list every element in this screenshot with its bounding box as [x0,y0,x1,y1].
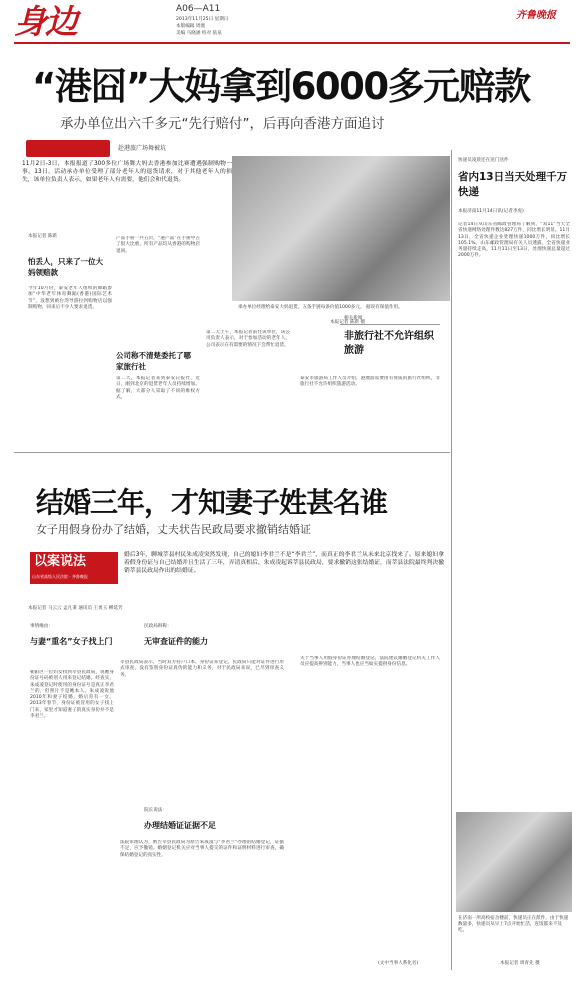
side-photo [456,812,572,912]
header-rule [14,42,570,44]
story1-sub1: 怕丢人，只来了一位大妈领赔款 [28,257,103,277]
col1-kicker: 事情缘由： [30,624,53,629]
col1-body: 朝阳区一位妇女找到莘县民政局，说她身份证号码被别人用来登记结婚。经查实，朱成凌登记时使用的身份证号是真正李君兰的，但照片不是她本人。朱成凌说他2010年和妻子结婚，婚后育有一女，2013年春节，身份证被冒用的女子找上门来，家里才知道妻子的真实身份并不是李君兰。 [30,670,114,720]
page-range: A06—A11 [176,4,221,14]
col3-body: 关于当事人用假身份证办理结婚登记，法院建议婚姻登记机关工作人员应提高辨别能力，当事人也应当如实提供身份信息。 [300,656,440,668]
related-body: 泰安市旅游局工作人员介绍，港澳游需要由有资质的旅行社组织，非旅行社不允许组织旅游活动。 [300,376,440,388]
side-kicker: 快递员凌晨还在送门送件 [458,158,509,163]
related-label: 相关新闻 [344,316,363,321]
col2b-body: 法院审理认为，被告莘县民政局为原告朱成凌与“李君兰”办理的结婚登记，证据不足，应予撤销。婚姻登记机关应对当事人提交的证件和证明材料进行审查，确保结婚登记的真实性。 [120,840,284,858]
law-badge-title: 以案说法 [34,554,87,569]
date-line: 2013年11月25日 星期日 [176,17,229,22]
story1-body4: 第二天上午，本报记者前往该单位，该公司负责人表示，对于参加活动的老年人，公司表示在有需要的情况下会帮忙退货。 [206,330,290,348]
col1-title: 与妻“重名”女子找上门 [30,637,113,646]
story1-body1: 今年10月份，泰安老年人组织的舞蹈参加“中华老年体育舞蹈(香港)国际艺术节”，没想到被台湾导游拉到购物店以强制购物，回来后不少人要求退货。 [28,286,112,310]
law-badge-sub: 山东省高级人民法院 · 齐鲁晚报 [32,574,88,579]
story1-body3: 产品手册一共五页，“港产品”在手册中占了很大比重，所有产品均从香港的购物店退回。 [116,236,200,254]
col2b-title: 办理结婚证证据不足 [144,821,216,830]
story1-photo [232,156,450,301]
col2-body: 莘县民政局表示，当时双方持户口本、身份证来登记，民政局只能对证件进行形式审查，没有鉴别身份证真伪的能力和义务，对于民政局来说，已尽到审查义务。 [120,660,284,678]
story-divider [14,452,450,453]
editor-line: 本版编辑 周澳 [176,24,206,29]
story1-sub2: 公司称不清楚委托了哪家旅行社 [116,351,191,371]
story1-lead: 11月2日-3日，本报报道了300多位广场舞大妈去香港参加比赛遭遇强制购物一事。13日，活动承办单位受理了部分老年人的退货请求，对于其他老年人的损失，该单位负责人表示，如果老年人有需要，他们会和代退货。 [22,161,232,183]
story2-headline: 结婚三年，才知妻子姓甚名谁 [36,486,388,519]
col2-kicker: 民政局辩称： [144,624,172,629]
story1-body2: 第二天，本报记者来到泰安日报社，近日，刚到北京的退货老年人员持续增加。据了解，大部分人采取了不同的维权方式。 [116,376,200,400]
paper-name: 齐鲁晚报 [516,10,556,21]
side-title: 省内13日当天处理千万快递 [458,171,568,198]
story2-subheadline: 女子用假身份办了结婚，丈夫状告民政局要求撤销结婚证 [36,523,311,536]
side-column-rule [451,150,452,970]
col2-title: 无审查证件的能力 [144,637,208,646]
story1-tag: 赴港旅广场舞被坑 [118,145,167,152]
story1-byline: 本报记者 陈新 [28,234,58,239]
story1-subheadline: 承办单位出六千多元“先行赔付”，后再向香港方面追讨 [60,116,385,132]
col3-footer: (文中当事人系化名) [378,961,419,966]
story1-headline: “港囧”大妈拿到6000多元赔款 [32,65,530,108]
story1-photo-caption: 承办单位经理给泰安大妈退货。五条手链每条价值1000多元。 据说有保值作用。 [238,305,403,310]
story2-lead: 婚后3年，聊城莘县村民朱成凌突然发现，自己的媳妇李君兰不是“李君兰”，而真正的李君兰从未来北京找来了。原来媳妇拿着假身份证与自己结婚并且生活了三年，弄清真相后，朱成凌起诉莘县民政局，要求撤销这张结婚证，而莘县法院最终判决撤销莘县民政局作出的结婚证。 [124,552,444,574]
editor-line-2: 美编 马晓涵 校对 依泉 [176,31,222,36]
side-byline: 本报济南11月14日讯(记者李虎) [458,209,524,214]
side-photo-byline: 本报记者 周青先 摄 [500,961,540,966]
story1-photo-byline: 本报记者 陈新 摄 [330,320,366,325]
side-body: 记者14日从山东省邮政管理局了解到，“双11”当天全省快递网络处理件数达827万件，同比增长明显。11月13日，全省快递企业处理快递1000万件，同比增长105.1%。山东邮政管理局有关人员透露，全省快递业务量持续走高，11月11日至13日，处理快递总量超过2000万件。 [458,222,570,259]
col2b-kicker: 院长说法： [144,808,167,813]
related-title: 非旅行社不允许组织旅游 [344,331,434,356]
side-photo-caption: 在济南一所高校宿舍楼前，快递员正在派件，由于快递数量多，快递员从早上7点开始忙活，连饭都来不及吃。 [458,916,569,934]
story1-tag-badge [26,140,110,157]
story2-byline: 本报记者 马云云 孟凡秉 通讯员 王勇玉 柳延芳 [28,606,123,611]
section-logo: 身边 [14,2,76,41]
